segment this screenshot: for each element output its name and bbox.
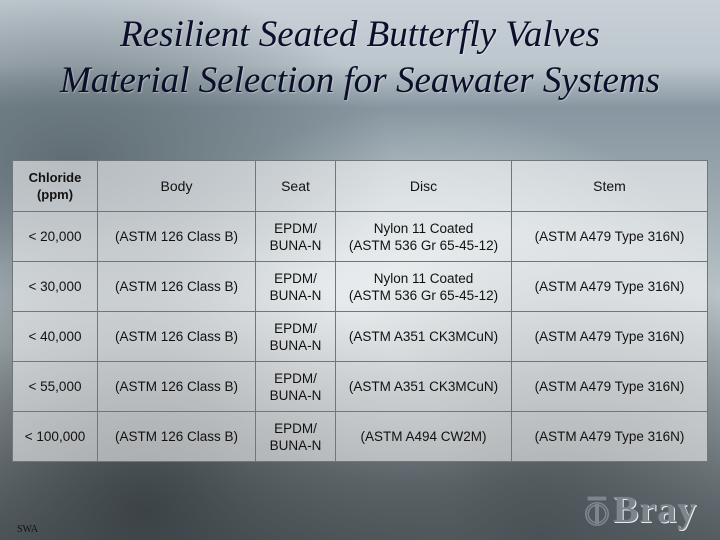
cell-stem: (ASTM A479 Type 316N): [512, 312, 708, 362]
cell-chloride: < 20,000: [13, 212, 98, 262]
table-row: [13, 212, 708, 262]
cell-stem: (ASTM A479 Type 316N): [512, 362, 708, 412]
cell-body: (ASTM 126 Class B): [98, 312, 256, 362]
header-body: Body: [98, 161, 256, 212]
header-chloride: Chloride (ppm): [13, 161, 98, 212]
slide-title: [0, 12, 720, 104]
cell-stem: (ASTM A479 Type 316N): [512, 412, 708, 462]
title-line-1: Resilient Seated Butterfly Valves: [120, 14, 600, 55]
cell-chloride: < 100,000: [13, 412, 98, 462]
cell-body: (ASTM 126 Class B): [98, 412, 256, 462]
cell-seat: EPDM/ BUNA-N: [256, 262, 336, 312]
bray-logo-icon: [584, 494, 610, 526]
table-row: [13, 312, 708, 362]
cell-stem: (ASTM A479 Type 316N): [512, 262, 708, 312]
table-row: [13, 262, 708, 312]
header-seat: Seat: [256, 161, 336, 212]
header-stem: Stem: [512, 161, 708, 212]
cell-chloride: < 30,000: [13, 262, 98, 312]
cell-seat: EPDM/ BUNA-N: [256, 212, 336, 262]
author-initials: SWA: [17, 524, 39, 535]
header-disc: Disc: [336, 161, 512, 212]
cell-chloride: < 55,000: [13, 362, 98, 412]
cell-disc: (ASTM A351 CK3MCuN): [336, 362, 512, 412]
cell-body: (ASTM 126 Class B): [98, 362, 256, 412]
cell-stem: (ASTM A479 Type 316N): [512, 212, 708, 262]
cell-body: (ASTM 126 Class B): [98, 212, 256, 262]
bray-logo: [584, 488, 697, 532]
cell-seat: EPDM/ BUNA-N: [256, 412, 336, 462]
material-selection-table: [12, 160, 708, 462]
cell-seat: EPDM/ BUNA-N: [256, 362, 336, 412]
cell-disc: (ASTM A494 CW2M): [336, 412, 512, 462]
cell-seat: EPDM/ BUNA-N: [256, 312, 336, 362]
title-line-2: Material Selection for Seawater Systems: [59, 60, 661, 101]
cell-disc: (ASTM A351 CK3MCuN): [336, 312, 512, 362]
cell-body: (ASTM 126 Class B): [98, 262, 256, 312]
cell-chloride: < 40,000: [13, 312, 98, 362]
bray-logo-text: Bray: [613, 489, 698, 531]
table-row: [13, 412, 708, 462]
cell-disc: Nylon 11 Coated (ASTM 536 Gr 65-45-12): [336, 212, 512, 262]
table-header-row: [13, 161, 708, 212]
table-row: [13, 362, 708, 412]
cell-disc: Nylon 11 Coated (ASTM 536 Gr 65-45-12): [336, 262, 512, 312]
